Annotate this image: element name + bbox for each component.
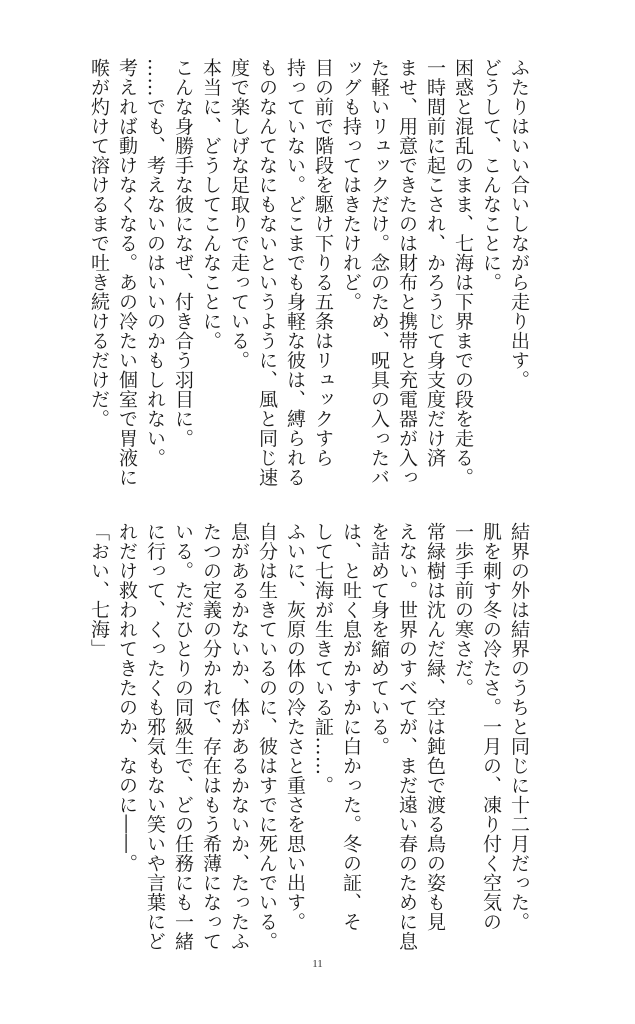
text-line: 一時間前に起こされ、かろうじて身支度だけ済 bbox=[424, 58, 446, 468]
text-line: 持っていない。どこまでも身軽な彼は、縛られる bbox=[284, 58, 306, 487]
text-line: ませ、用意できたのは財布と携帯と充電器が入っ bbox=[396, 58, 418, 487]
text-line: れだけ救われてきたのか、なのに――。 bbox=[116, 522, 138, 873]
text-line: に行って、くったくも邪気もない笑いや言葉にど bbox=[144, 522, 166, 951]
text-line: 肌を刺す冬の冷たさ。一月の、凍り付く空気の bbox=[480, 522, 502, 932]
text-line: 一歩手前の寒さだ。 bbox=[452, 522, 474, 698]
text-line: は、と吐く息がかすかに白かった。冬の証、そ bbox=[340, 522, 362, 932]
text-line: どうして、こんなことに。 bbox=[480, 58, 502, 292]
text-line: を詰めて身を縮めている。 bbox=[368, 522, 390, 756]
text-line: ッグも持ってはきたけれど。 bbox=[340, 58, 362, 312]
text-block-bottom bbox=[88, 522, 533, 951]
text-line: いる。ただひとりの同級生で、どの任務にも一緒 bbox=[172, 522, 194, 951]
text-line: ……でも、考えないのはいいのかもしれない。 bbox=[144, 58, 166, 468]
text-line: た軽いリュックだけ。念のため、呪具の入ったバ bbox=[368, 58, 390, 487]
text-line: 本当に、どうしてこんなことに。 bbox=[200, 58, 222, 351]
text-line: 結界の外は結界のうちと同じに十二月だった。 bbox=[508, 522, 530, 932]
text-line: 考えれば動けなくなる。あの冷たい個室で胃液に bbox=[116, 58, 138, 487]
text-line: 喉が灼けて溶けるまで吐き続けるだけだ。 bbox=[88, 58, 110, 429]
text-line: 「おい、七海」 bbox=[88, 522, 110, 659]
text-line: ものなんてなにもないというように、風と同じ速 bbox=[256, 58, 278, 487]
text-line: ふたりはいい合いしながら走り出す。 bbox=[508, 58, 530, 390]
text-line: こんな身勝手な彼になぜ、付き合う羽目に。 bbox=[172, 58, 194, 448]
text-block-top bbox=[88, 58, 533, 487]
text-line: 自分は生きているのに、彼はすでに死んでいる。 bbox=[256, 522, 278, 951]
text-line: 度で楽しげな足取りで走っている。 bbox=[228, 58, 250, 370]
text-line: たつの定義の分かれで、存在はもう希薄になって bbox=[200, 522, 222, 951]
text-line: えない。世界のすべてが、まだ遠い春のために息 bbox=[396, 522, 418, 951]
text-line: 目の前で階段を駆け下りる五条はリュックすら bbox=[312, 58, 334, 468]
text-line: 常緑樹は沈んだ緑、空は鈍色で渡る鳥の姿も見 bbox=[424, 522, 446, 932]
text-line: ふいに、灰原の体の冷たさと重さを思い出す。 bbox=[284, 522, 306, 932]
text-line: 困惑と混乱のまま、七海は下界までの段を走る。 bbox=[452, 58, 474, 487]
page-number: 11 bbox=[312, 958, 323, 970]
text-line: して七海が生きている証……。 bbox=[312, 522, 334, 795]
text-line: 息があるかないか、体があるかないか、たったふ bbox=[228, 522, 250, 951]
